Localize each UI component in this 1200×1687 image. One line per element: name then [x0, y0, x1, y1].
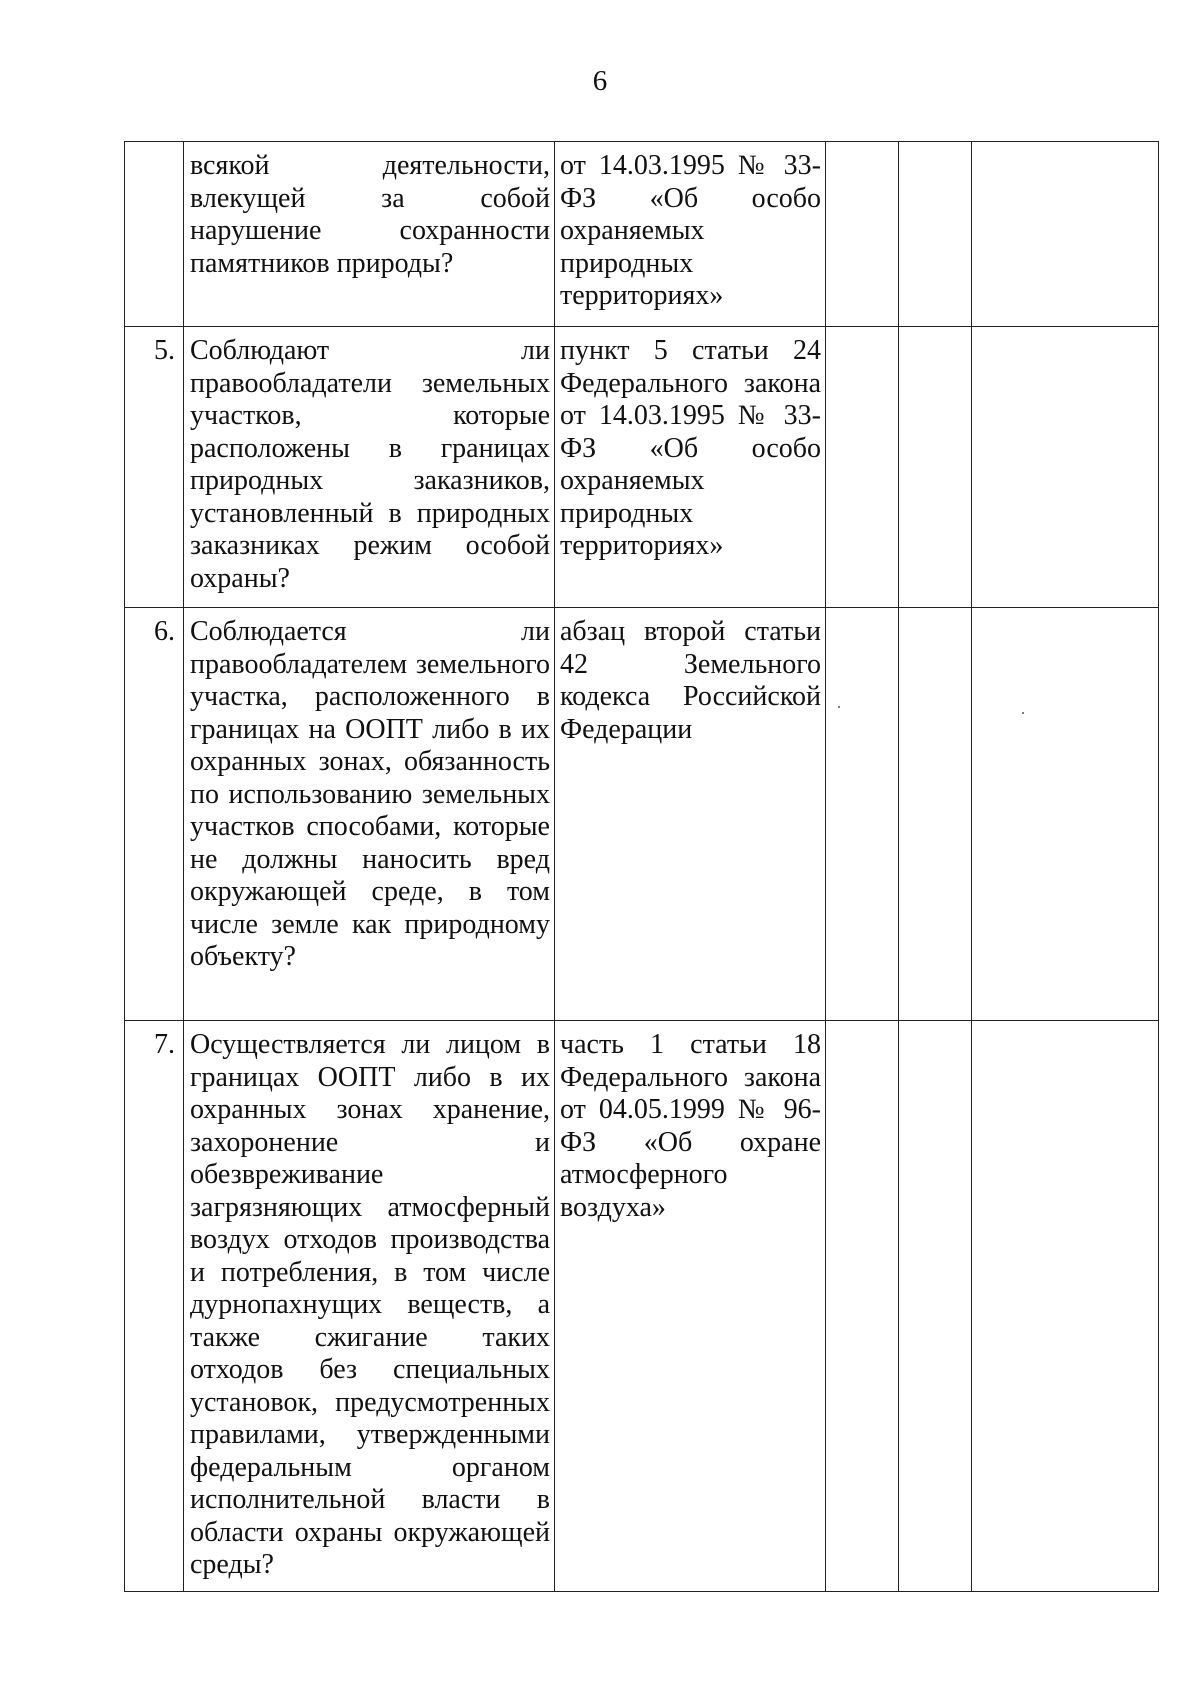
row-number: 7.: [154, 1029, 175, 1060]
question-text: всякой деятельности, влекущей за собой нарушение сохранности памятников природы?: [190, 150, 550, 279]
table-row: [125, 608, 1159, 1021]
question-text: Соблюдается ли правообладателем земельного участка, расположенного в границах на ООПТ либо в их охранных зонах, обязанность по использованию земельных участков способами, которые не должны наносить вред окружающей среде, в том числе земле как природному объекту?: [190, 616, 550, 972]
reference-cell: [555, 327, 826, 608]
table-row: [125, 1021, 1159, 1592]
empty-answer-cell-no: [899, 1021, 972, 1592]
empty-notes-cell: [972, 608, 1159, 1021]
table-row: [125, 142, 1159, 327]
reference-text: пункт 5 статьи 24 Федерального закона от 14.03.1995 № 33-ФЗ «Об особо охраняемых природных территориях»: [560, 335, 821, 561]
empty-notes-cell: [972, 327, 1159, 608]
question-text: Осуществляется ли лицом в границах ООПТ либо в их охранных зонах хранение, захоронение и обезвреживание загрязняющих атмосферный воздух отходов производства и потребления, в том числе дурнопахнущих веществ, а также сжигание таких отходов без специальных установок, предусмотренных правилами, утвержденными федеральным органом исполнительной власти в области охраны окружающей среды?: [190, 1029, 550, 1580]
empty-notes-cell: [972, 142, 1159, 327]
page-number: 6: [592, 65, 608, 97]
reference-text: от 14.03.1995 № 33-ФЗ «Об особо охраняемых природных территориях»: [560, 150, 821, 311]
question-cell: [184, 608, 555, 1021]
question-cell: [184, 142, 555, 327]
empty-answer-cell-yes: [826, 608, 899, 1021]
empty-answer-cell-yes: [826, 327, 899, 608]
empty-answer-cell-yes: [826, 142, 899, 327]
row-number-cell: [125, 1021, 184, 1592]
row-number: [125, 142, 183, 150]
empty-answer-cell-no: [899, 142, 972, 327]
reference-cell: [555, 1021, 826, 1592]
reference-cell: [555, 142, 826, 327]
reference-text: абзац второй статьи 42 Земельного кодекса Российской Федерации: [560, 616, 821, 745]
empty-answer-cell-no: [899, 327, 972, 608]
checklist-table: [124, 141, 1159, 1592]
reference-text: часть 1 статьи 18 Федерального закона от 04.05.1999 № 96-ФЗ «Об охране атмосферного воздуха»: [560, 1029, 821, 1223]
empty-answer-cell-yes: [826, 1021, 899, 1592]
row-number-cell: [125, 608, 184, 1021]
table-row: [125, 327, 1159, 608]
empty-answer-cell-no: [899, 608, 972, 1021]
row-number: 5.: [154, 335, 175, 366]
row-number: 6.: [154, 616, 175, 647]
reference-cell: [555, 608, 826, 1021]
question-cell: [184, 327, 555, 608]
question-cell: [184, 1021, 555, 1592]
scan-speck: [838, 706, 840, 708]
row-number-cell: [125, 327, 184, 608]
question-text: Соблюдают ли правообладатели земельных участков, которые расположены в границах природных заказников, установленный в природных заказниках режим особой охраны?: [190, 335, 550, 594]
empty-notes-cell: [972, 1021, 1159, 1592]
scan-speck: [1022, 712, 1024, 714]
row-number-cell: [125, 142, 184, 327]
